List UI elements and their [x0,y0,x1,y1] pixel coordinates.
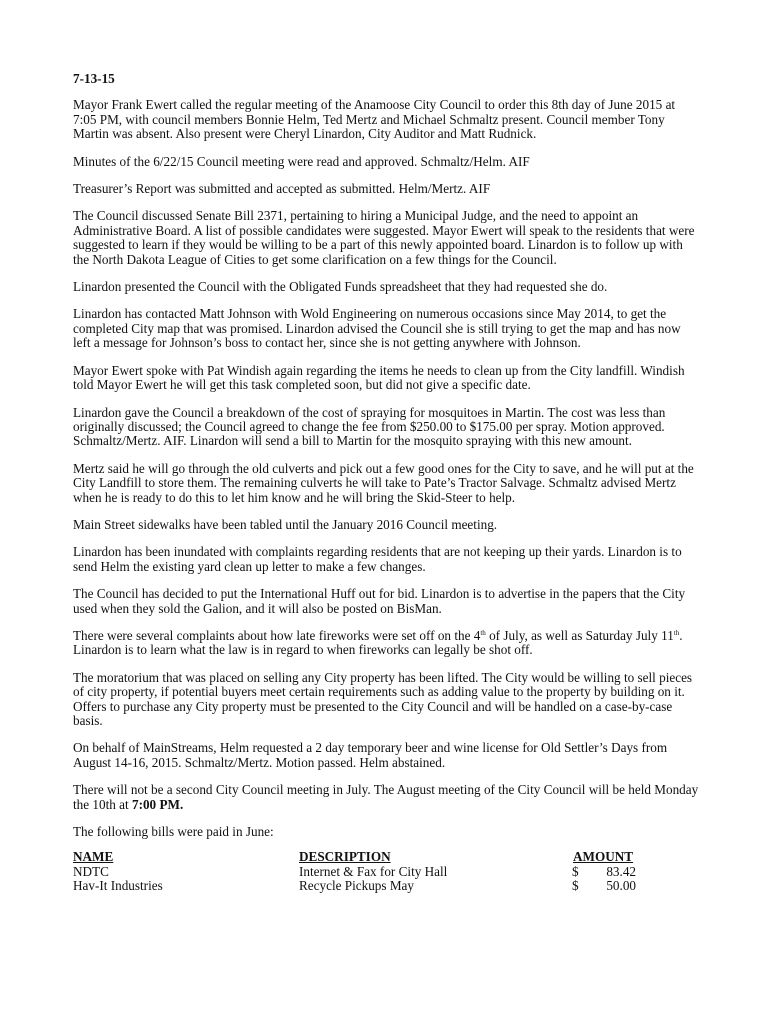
next-meeting-text: There will not be a second City Council meeting in July. The August meeting of the City Council will be held Monday the 10th at [73,782,699,812]
table-row [73,879,701,893]
bills-table [73,850,701,895]
bill-currency: $ [572,878,579,894]
paragraph-beer-license: On behalf of MainStreams, Helm requested a 2 day temporary beer and wine license for Old Settler’s Days from August 14-16, 2015. Schmaltz/Mertz. Motion passed. Helm abstained. [73,740,668,770]
fireworks-text-c: . Linardon is to learn what the law is in regard to when fireworks can legally be shot off. [73,627,683,658]
paragraph-huff-bid: The Council has decided to put the International Huff out for bid. Linardon is to advertise in the papers that the City used when they sold the Galion, and it will also be posted on BisMan. [73,586,686,616]
bill-amount: 83.42 [606,863,636,879]
meeting-minutes-document [73,72,701,895]
paragraph-mosquito-spraying: Linardon gave the Council a breakdown of the cost of spraying for mosquitoes in Martin. The cost was less than originally discussed; the Council agreed to change the fee from $250.00 to $175.00 per spray. Motion approved. Schmaltz/Mertz. AIF. Linardon will send a bill to Martin for the mosquito spraying with this new amount. [73,404,666,449]
table-row [73,865,701,879]
bills-header-row [73,850,701,864]
bill-amount: 50.00 [606,878,636,894]
bill-description: Internet & Fax for City Hall [299,863,448,879]
column-header-amount: AMOUNT [573,849,634,865]
paragraph-bills-intro: The following bills were paid in June: [73,824,274,840]
column-header-description: DESCRIPTION [299,849,391,865]
paragraph-fireworks [73,629,701,658]
paragraph-call-to-order: Mayor Frank Ewert called the regular meeting of the Anamoose City Council to order this 8th day of June 2015 at 7:05 PM, with council members Bonnie Helm, Ted Mertz and Michael Schmaltz present. Council member Tony Martin was absent. Also present were Cheryl Linardon, City Auditor and Matt Rudnick. [73,97,676,142]
fireworks-text-b: of July, as well as Saturday July 11 [485,627,674,643]
paragraph-yard-complaints: Linardon has been inundated with complaints regarding residents that are not keeping up their yards. Linardon is to send Helm the existing yard clean up letter to make a few changes. [73,544,682,574]
bill-description: Recycle Pickups May [299,878,414,894]
paragraph-obligated-funds: Linardon presented the Council with the Obligated Funds spreadsheet that they had requested she do. [73,279,608,295]
paragraph-city-map: Linardon has contacted Matt Johnson with Wold Engineering on numerous occasions since May 2014, to get the completed City map that was promised. Linardon advised the Council she is still trying to get the map and has now left a message for Johnson’s boss to contact her, since she is not getting anywhere with Johnson. [73,306,681,351]
minutes-date: 7-13-15 [73,71,115,86]
paragraph-sidewalks: Main Street sidewalks have been tabled until the January 2016 Council meeting. [73,516,498,532]
fireworks-text-a: There were several complaints about how late fireworks were set off on the 4 [73,627,481,643]
bill-name: Hav-It Industries [73,878,163,894]
paragraph-culverts: Mertz said he will go through the old culverts and pick out a few good ones for the City to save, and he will put at the City Landfill to store them. The remaining culverts he will take to Pate’s Tractor Salvage. Schmaltz advised Mertz when he is ready to do this to let him know and he will bring the Skid-Steer to help. [73,460,694,505]
bill-currency: $ [572,863,579,879]
next-meeting-time: 7:00 PM. [131,796,184,812]
paragraph-property-moratorium: The moratorium that was placed on selling any City property has been lifted. The City would be willing to sell pieces of city property, if potential buyers meet certain requirements such as adding value to the property by building on it. Offers to purchase any City property must be presented to the City Council and will be handled on a case-by-case basis. [73,669,693,728]
paragraph-senate-bill: The Council discussed Senate Bill 2371, pertaining to hiring a Municipal Judge, and the need to appoint an Administrative Board. A list of possible candidates were suggested. Mayor Ewert will speak to the residents that were suggested to learn if they would be willing to be a part of this newly appointed board. Linardon is to follow up with the North Dakota League of Cities to get some clarification on a few things for the Council. [73,208,695,267]
paragraph-minutes-approval: Minutes of the 6/22/15 Council meeting were read and approved. Schmaltz/Helm. AIF [73,153,530,169]
paragraph-landfill-cleanup: Mayor Ewert spoke with Pat Windish again regarding the items he needs to clean up from the City landfill. Windish told Mayor Ewert he will get this task completed soon, but did not give a specific date. [73,362,685,393]
column-header-name: NAME [73,849,114,865]
ordinal-suffix: th [673,628,680,637]
paragraph-next-meeting [73,783,701,812]
paragraph-treasurers-report: Treasurer’s Report was submitted and accepted as submitted. Helm/Mertz. AIF [73,181,491,197]
bill-name: NDTC [73,863,109,879]
ordinal-suffix: th [480,628,486,637]
